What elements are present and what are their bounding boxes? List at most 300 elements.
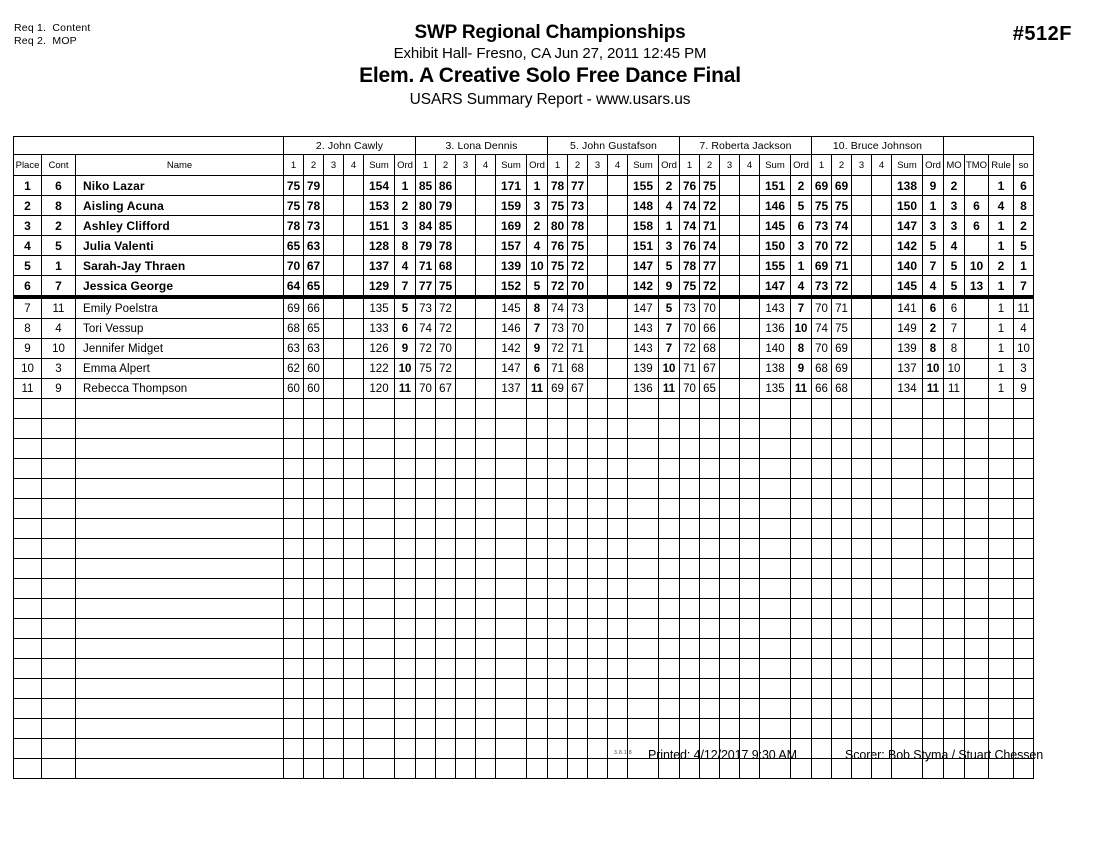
cell-empty xyxy=(965,579,989,599)
cell-place: 2 xyxy=(14,196,42,216)
cell-empty xyxy=(304,679,324,699)
cell-j4-score2: 65 xyxy=(700,379,720,399)
cell-empty xyxy=(791,519,812,539)
table-row-empty xyxy=(14,539,1034,559)
cell-cont: 1 xyxy=(42,256,76,276)
cell-j5-score4 xyxy=(872,196,892,216)
cell-j3-ord: 5 xyxy=(659,256,680,276)
col-header-j2-ord: Ord xyxy=(527,155,548,176)
cell-empty xyxy=(989,719,1014,739)
cell-empty xyxy=(588,399,608,419)
cell-empty xyxy=(720,659,740,679)
cell-so: 1 xyxy=(1014,256,1034,276)
cell-empty xyxy=(680,559,700,579)
cell-j5-score4 xyxy=(872,236,892,256)
cell-j4-score3 xyxy=(720,196,740,216)
judge-title-row xyxy=(14,137,1034,155)
cell-empty xyxy=(720,599,740,619)
cell-j4-score4 xyxy=(740,256,760,276)
cell-empty xyxy=(740,519,760,539)
cell-j5-sum: 147 xyxy=(892,216,923,236)
cell-j5-score1: 68 xyxy=(812,359,832,379)
cell-empty xyxy=(588,619,608,639)
cell-empty xyxy=(284,719,304,739)
col-header-j2-1: 1 xyxy=(416,155,436,176)
cell-empty xyxy=(852,499,872,519)
cell-empty xyxy=(812,439,832,459)
cell-place: 5 xyxy=(14,256,42,276)
cell-empty xyxy=(416,599,436,619)
cell-j2-score1: 71 xyxy=(416,256,436,276)
table-row-empty xyxy=(14,599,1034,619)
cell-mo: 3 xyxy=(944,196,965,216)
cell-empty xyxy=(628,459,659,479)
cell-empty xyxy=(965,639,989,659)
cell-empty xyxy=(720,619,740,639)
col-header-mo: MO xyxy=(944,155,965,176)
cell-j5-score2: 68 xyxy=(832,379,852,399)
cell-j5-score3 xyxy=(852,319,872,339)
cell-empty xyxy=(496,719,527,739)
cell-empty xyxy=(344,719,364,739)
cell-empty xyxy=(892,599,923,619)
cell-empty xyxy=(832,439,852,459)
cell-empty xyxy=(436,579,456,599)
cell-empty xyxy=(965,419,989,439)
cell-j5-sum: 149 xyxy=(892,319,923,339)
cell-j1-score3 xyxy=(324,339,344,359)
results-sheet xyxy=(13,136,1034,779)
cell-j2-score1: 79 xyxy=(416,236,436,256)
cell-empty xyxy=(989,599,1014,619)
cell-j4-score2: 75 xyxy=(700,176,720,196)
cell-empty xyxy=(740,679,760,699)
cell-j1-sum: 120 xyxy=(364,379,395,399)
cell-empty xyxy=(965,439,989,459)
cell-j3-sum: 147 xyxy=(628,297,659,319)
cell-empty xyxy=(989,539,1014,559)
cell-j3-sum: 148 xyxy=(628,196,659,216)
cell-j5-ord: 10 xyxy=(923,359,944,379)
cell-mo: 11 xyxy=(944,379,965,399)
cell-empty xyxy=(456,599,476,619)
cell-empty xyxy=(476,699,496,719)
cell-empty xyxy=(892,639,923,659)
cell-empty xyxy=(395,679,416,699)
cell-j1-score1: 68 xyxy=(284,319,304,339)
cell-empty xyxy=(284,539,304,559)
cell-empty xyxy=(680,599,700,619)
cell-j3-score2: 71 xyxy=(568,339,588,359)
col-header-cont: Cont xyxy=(42,155,76,176)
cell-empty xyxy=(740,659,760,679)
cell-empty xyxy=(740,459,760,479)
cell-empty xyxy=(700,459,720,479)
cell-empty xyxy=(832,459,852,479)
cell-j3-score3 xyxy=(588,276,608,298)
cell-empty xyxy=(832,419,852,439)
cell-empty xyxy=(14,699,42,719)
cell-empty xyxy=(760,539,791,559)
table-row-empty xyxy=(14,699,1034,719)
cell-empty xyxy=(791,599,812,619)
cell-empty xyxy=(436,439,456,459)
cell-empty xyxy=(989,659,1014,679)
cell-empty xyxy=(700,599,720,619)
cell-j3-score4 xyxy=(608,196,628,216)
cell-j1-score1: 64 xyxy=(284,276,304,298)
cell-j2-score3 xyxy=(456,256,476,276)
cell-empty xyxy=(1014,479,1034,499)
cell-empty xyxy=(791,719,812,739)
cell-empty xyxy=(608,499,628,519)
cell-empty xyxy=(608,599,628,619)
cell-empty xyxy=(872,399,892,419)
cell-empty xyxy=(892,579,923,599)
cell-empty xyxy=(456,579,476,599)
cell-j2-score3 xyxy=(456,236,476,256)
cell-j4-score4 xyxy=(740,216,760,236)
cell-empty xyxy=(965,559,989,579)
cell-empty xyxy=(965,599,989,619)
cell-j5-sum: 139 xyxy=(892,339,923,359)
cell-rule: 1 xyxy=(989,276,1014,298)
cell-empty xyxy=(324,699,344,719)
cell-j5-score2: 69 xyxy=(832,176,852,196)
cell-empty xyxy=(965,719,989,739)
cell-empty xyxy=(628,499,659,519)
cell-j3-score2: 78 xyxy=(568,216,588,236)
cell-empty xyxy=(416,439,436,459)
cell-empty xyxy=(812,479,832,499)
cell-empty xyxy=(364,719,395,739)
cell-empty xyxy=(548,399,568,419)
cell-empty xyxy=(42,679,76,699)
cell-empty xyxy=(568,659,588,679)
cell-empty xyxy=(608,519,628,539)
report-subtitle: USARS Summary Report - www.usars.us xyxy=(409,91,691,108)
cell-j4-sum: 143 xyxy=(760,297,791,319)
cell-empty xyxy=(659,639,680,659)
cell-empty xyxy=(568,699,588,719)
cell-empty xyxy=(416,479,436,499)
cell-j1-score1: 78 xyxy=(284,216,304,236)
table-row xyxy=(14,297,1034,319)
cell-empty xyxy=(527,439,548,459)
cell-empty xyxy=(923,619,944,639)
cell-empty xyxy=(76,679,284,699)
cell-empty xyxy=(608,619,628,639)
cell-empty xyxy=(680,699,700,719)
cell-empty xyxy=(588,459,608,479)
table-row-empty xyxy=(14,679,1034,699)
cell-so: 7 xyxy=(1014,276,1034,298)
cell-j2-score4 xyxy=(476,236,496,256)
cell-rule: 1 xyxy=(989,339,1014,359)
cell-empty xyxy=(965,519,989,539)
cell-empty xyxy=(548,499,568,519)
cell-j5-score2: 71 xyxy=(832,256,852,276)
cell-empty xyxy=(989,519,1014,539)
cell-empty xyxy=(364,699,395,719)
cell-empty xyxy=(1014,419,1034,439)
cell-empty xyxy=(42,639,76,659)
cell-j4-score4 xyxy=(740,236,760,256)
cell-empty xyxy=(496,579,527,599)
cell-j1-ord: 1 xyxy=(395,176,416,196)
cell-empty xyxy=(76,539,284,559)
cell-empty xyxy=(527,459,548,479)
cell-empty xyxy=(760,419,791,439)
cell-tmo xyxy=(965,319,989,339)
cell-empty xyxy=(923,419,944,439)
cell-empty xyxy=(965,659,989,679)
cell-empty xyxy=(965,479,989,499)
cell-j5-score1: 69 xyxy=(812,176,832,196)
cell-empty xyxy=(628,699,659,719)
cell-empty xyxy=(395,719,416,739)
cell-empty xyxy=(568,479,588,499)
cell-j5-score3 xyxy=(852,359,872,379)
cell-empty xyxy=(852,579,872,599)
cell-j3-sum: 147 xyxy=(628,256,659,276)
cell-empty xyxy=(720,699,740,719)
cell-j1-sum: 128 xyxy=(364,236,395,256)
cell-j3-score1: 74 xyxy=(548,297,568,319)
cell-empty xyxy=(1014,519,1034,539)
cell-j2-score2: 72 xyxy=(436,359,456,379)
cell-empty xyxy=(42,559,76,579)
cell-j1-ord: 7 xyxy=(395,276,416,298)
cell-j4-sum: 145 xyxy=(760,216,791,236)
cell-empty xyxy=(680,679,700,699)
table-row-empty xyxy=(14,579,1034,599)
cell-tmo xyxy=(965,359,989,379)
cell-empty xyxy=(548,639,568,659)
cell-j1-score2: 60 xyxy=(304,359,324,379)
cell-empty xyxy=(923,599,944,619)
cell-rule: 1 xyxy=(989,379,1014,399)
cell-empty xyxy=(791,419,812,439)
cell-empty xyxy=(872,679,892,699)
cell-j2-sum: 169 xyxy=(496,216,527,236)
cell-j1-sum: 154 xyxy=(364,176,395,196)
cell-empty xyxy=(944,519,965,539)
cell-j1-score3 xyxy=(324,176,344,196)
cell-empty xyxy=(284,519,304,539)
cell-empty xyxy=(364,559,395,579)
cell-empty xyxy=(364,539,395,559)
cell-j1-score2: 60 xyxy=(304,379,324,399)
cell-j2-score3 xyxy=(456,359,476,379)
competition-title: SWP Regional Championships xyxy=(414,22,686,43)
cell-empty xyxy=(923,459,944,479)
cell-j1-score1: 75 xyxy=(284,176,304,196)
cell-j3-ord: 11 xyxy=(659,379,680,399)
cell-j1-score2: 66 xyxy=(304,297,324,319)
cell-empty xyxy=(76,479,284,499)
cell-j4-sum: 140 xyxy=(760,339,791,359)
cell-empty xyxy=(527,419,548,439)
cell-empty xyxy=(304,499,324,519)
cell-empty xyxy=(395,459,416,479)
cell-j5-score4 xyxy=(872,359,892,379)
cell-empty xyxy=(659,719,680,739)
cell-empty xyxy=(680,619,700,639)
cell-empty xyxy=(344,439,364,459)
cell-empty xyxy=(791,399,812,419)
cell-empty xyxy=(304,699,324,719)
cell-empty xyxy=(588,559,608,579)
cell-empty xyxy=(436,699,456,719)
col-header-place: Place xyxy=(14,155,42,176)
cell-tmo: 6 xyxy=(965,196,989,216)
col-header-j4-2: 2 xyxy=(700,155,720,176)
cell-empty xyxy=(527,519,548,539)
table-row-empty xyxy=(14,479,1034,499)
cell-empty xyxy=(436,599,456,619)
cell-empty xyxy=(395,519,416,539)
cell-cont: 7 xyxy=(42,276,76,298)
cell-empty xyxy=(852,439,872,459)
cell-empty xyxy=(456,639,476,659)
cell-empty xyxy=(364,599,395,619)
cell-empty xyxy=(588,519,608,539)
cell-j2-score2: 86 xyxy=(436,176,456,196)
cell-empty xyxy=(791,699,812,719)
cell-cont: 2 xyxy=(42,216,76,236)
cell-empty xyxy=(944,539,965,559)
cell-empty xyxy=(324,439,344,459)
col-header-j3-sum: Sum xyxy=(628,155,659,176)
cell-empty xyxy=(812,459,832,479)
cell-empty xyxy=(892,619,923,639)
cell-empty xyxy=(395,599,416,619)
cell-j3-ord: 3 xyxy=(659,236,680,256)
cell-j5-score1: 73 xyxy=(812,276,832,298)
cell-empty xyxy=(527,579,548,599)
cell-empty xyxy=(14,659,42,679)
cell-empty xyxy=(700,519,720,539)
cell-empty xyxy=(548,479,568,499)
cell-j4-ord: 3 xyxy=(791,236,812,256)
cell-j1-score3 xyxy=(324,359,344,379)
cell-empty xyxy=(760,699,791,719)
requirement-1: Req 1. Content xyxy=(14,22,91,34)
cell-empty xyxy=(14,619,42,639)
cell-empty xyxy=(852,719,872,739)
cell-empty xyxy=(364,579,395,599)
cell-empty xyxy=(1014,619,1034,639)
cell-cont: 6 xyxy=(42,176,76,196)
cell-empty xyxy=(548,519,568,539)
table-row-empty xyxy=(14,499,1034,519)
cell-empty xyxy=(324,459,344,479)
col-header-so: so xyxy=(1014,155,1034,176)
cell-empty xyxy=(892,699,923,719)
cell-empty xyxy=(720,559,740,579)
cell-empty xyxy=(476,459,496,479)
cell-empty xyxy=(892,719,923,739)
cell-empty xyxy=(14,399,42,419)
cell-j1-score3 xyxy=(324,276,344,298)
cell-empty xyxy=(812,679,832,699)
cell-j4-ord: 8 xyxy=(791,339,812,359)
cell-j1-score3 xyxy=(324,297,344,319)
cell-empty xyxy=(527,699,548,719)
cell-empty xyxy=(548,619,568,639)
cell-j4-score3 xyxy=(720,297,740,319)
cell-empty xyxy=(496,659,527,679)
cell-empty xyxy=(588,539,608,559)
cell-empty xyxy=(923,539,944,559)
cell-tmo: 10 xyxy=(965,256,989,276)
cell-empty xyxy=(395,559,416,579)
cell-empty xyxy=(852,679,872,699)
cell-empty xyxy=(456,519,476,539)
cell-empty xyxy=(456,439,476,459)
cell-mo: 2 xyxy=(944,176,965,196)
cell-j3-score4 xyxy=(608,216,628,236)
cell-empty xyxy=(527,719,548,739)
cell-empty xyxy=(740,419,760,439)
cell-j1-score1: 63 xyxy=(284,339,304,359)
cell-j4-sum: 147 xyxy=(760,276,791,298)
requirement-2: Req 2. MOP xyxy=(14,35,77,47)
cell-empty xyxy=(1014,579,1034,599)
cell-j4-score4 xyxy=(740,276,760,298)
cell-empty xyxy=(812,719,832,739)
cell-j1-sum: 137 xyxy=(364,256,395,276)
cell-j2-ord: 9 xyxy=(527,339,548,359)
cell-empty xyxy=(760,639,791,659)
cell-cont: 5 xyxy=(42,236,76,256)
cell-empty xyxy=(568,459,588,479)
cell-j4-ord: 11 xyxy=(791,379,812,399)
judge-header-2: 3. Lona Dennis xyxy=(416,137,548,155)
cell-empty xyxy=(740,579,760,599)
cell-j2-score3 xyxy=(456,379,476,399)
cell-empty xyxy=(791,459,812,479)
event-number: #512F xyxy=(1012,23,1072,45)
cell-empty xyxy=(76,619,284,639)
cell-j2-sum: 145 xyxy=(496,297,527,319)
cell-empty xyxy=(700,539,720,559)
cell-empty xyxy=(700,639,720,659)
cell-empty xyxy=(436,519,456,539)
cell-empty xyxy=(659,439,680,459)
cell-empty xyxy=(588,679,608,699)
cell-empty xyxy=(628,639,659,659)
cell-empty xyxy=(476,559,496,579)
cell-j1-score4 xyxy=(344,176,364,196)
cell-j2-score2: 72 xyxy=(436,319,456,339)
cell-j4-score2: 72 xyxy=(700,276,720,298)
cell-j2-ord: 10 xyxy=(527,256,548,276)
cell-empty xyxy=(304,659,324,679)
cell-empty xyxy=(324,579,344,599)
cell-j3-ord: 7 xyxy=(659,319,680,339)
cell-j2-score3 xyxy=(456,176,476,196)
cell-j5-ord: 3 xyxy=(923,216,944,236)
col-header-j4-ord: Ord xyxy=(791,155,812,176)
cell-empty xyxy=(760,439,791,459)
cell-empty xyxy=(608,579,628,599)
cell-j3-score3 xyxy=(588,216,608,236)
cell-empty xyxy=(740,639,760,659)
cell-empty xyxy=(852,619,872,639)
cell-empty xyxy=(395,399,416,419)
